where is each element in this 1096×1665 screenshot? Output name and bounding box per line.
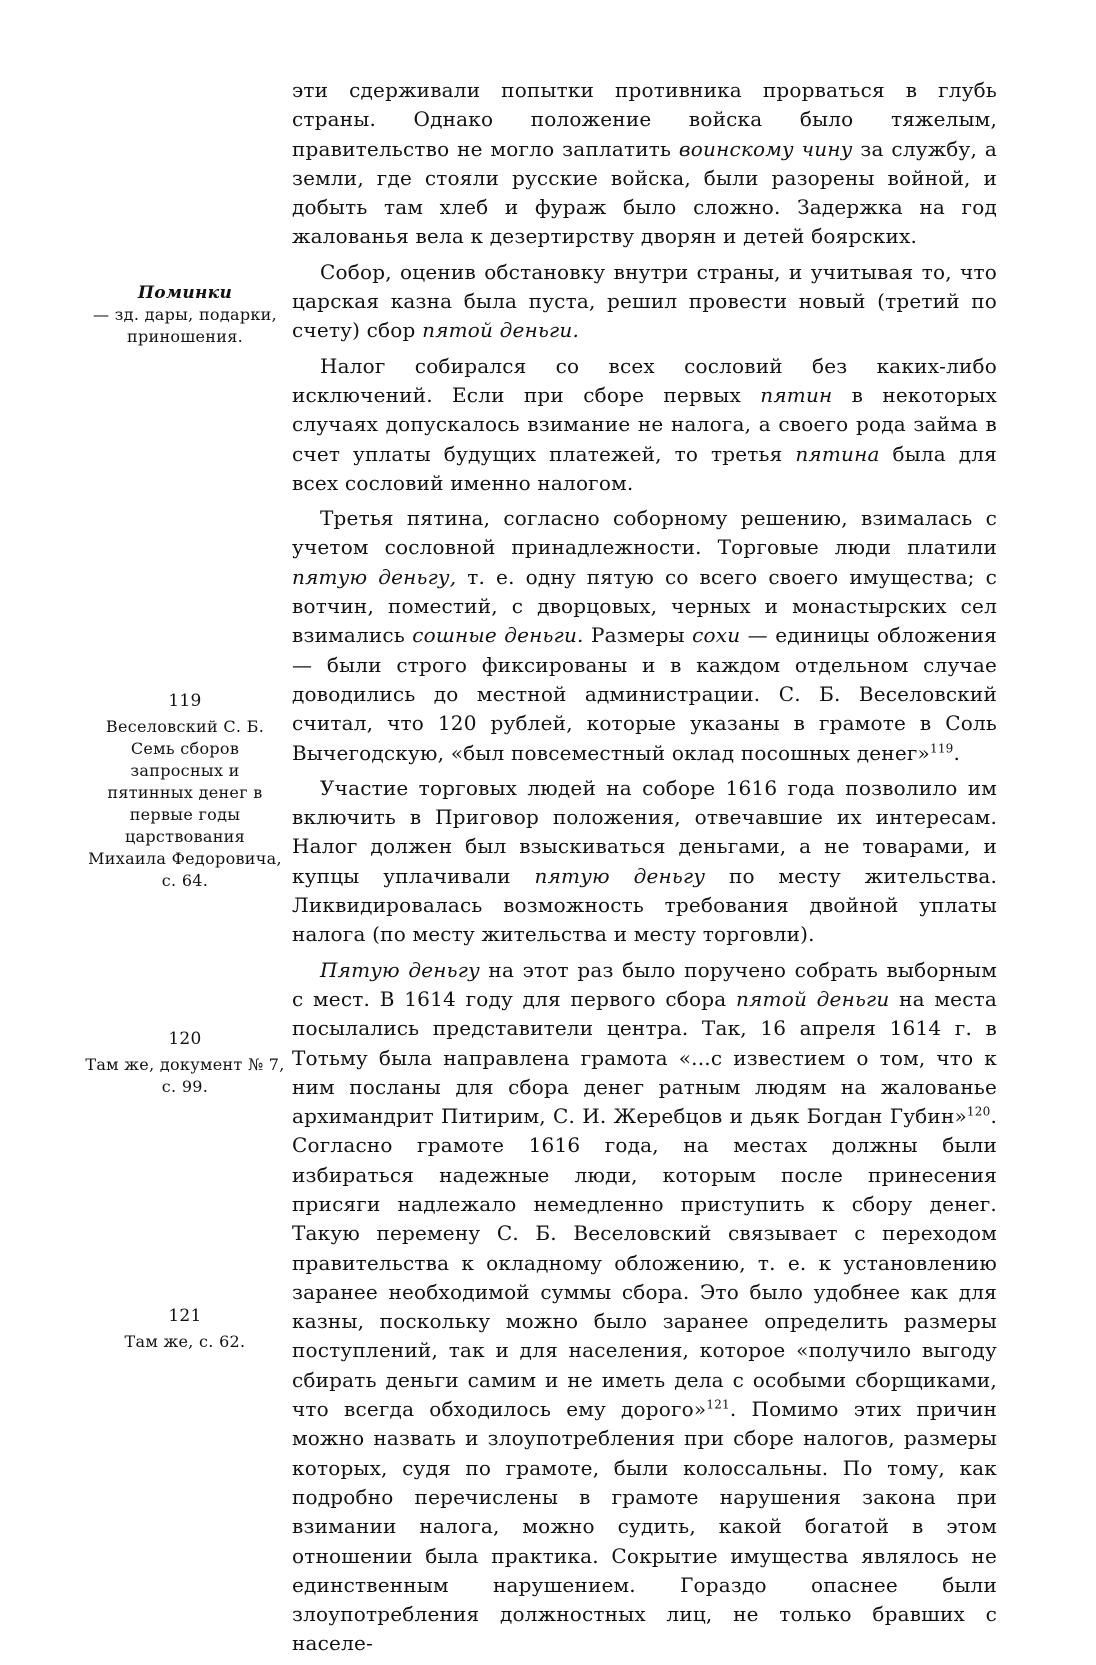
italic-term: Пятую деньгу (320, 957, 480, 982)
italic-term: воинскому чину (678, 136, 853, 161)
italic-term: сохи (692, 623, 741, 648)
footnote-text: Там же, документ № 7, с. 99. (85, 1055, 285, 1096)
paragraph-4 (292, 504, 997, 768)
text-run: на места посылались представители центра. Так, 16 апреля 1614 г. в Тотьму была направлена грамота «...с известием о том, что к ним посланы для сбора денег ратным людям на жалованье архимандрит Питирим, С. И. Жеребцов и дьяк Богдан Губин» (292, 986, 997, 1129)
margin-note-pominki (85, 282, 285, 348)
text-run: Размеры (590, 623, 685, 648)
text-run: Третья пятина, согласно соборному решению, взималась с учетом сословной принадлежности. Торговые люди платили (292, 506, 997, 560)
footnote-number: 120 (168, 1029, 202, 1049)
italic-term: пятина (795, 441, 880, 466)
text-run: т. е. одну пятую со всего своего имущества; с вотчин, поместий, с дворцовых, черных и монастырских сел взимались (292, 564, 997, 648)
footnote-text: Веселовский С. Б. Семь сборов запросных и пятинных денег в первые годы царствования Михаила Федоровича, с. 64. (88, 717, 282, 890)
footnote-ref-121[interactable]: 121 (706, 1397, 730, 1412)
italic-term: пятин (760, 382, 833, 407)
footnote-text: Там же, с. 62. (124, 1332, 246, 1351)
italic-term: пятой деньги. (422, 318, 579, 343)
text-run: была для всех сословий именно налогом. (292, 441, 997, 495)
paragraph-6 (292, 956, 997, 1659)
margin-note-term: Поминки (137, 283, 233, 303)
text-run: . Согласно грамоте 1616 года, на местах должны были избираться надежные люди, которым после принесения присяги надлежало немедленно приступить к сбору денег. Такую перемену С. Б. Веселовский связывает с переходом правительства к окладному обложению, т. е. к установлению заранее необходимой суммы сбора. Это было удобнее как для казны, поскольку можно было заранее определить размеры поступлений, так и для населения, которое «получило выгоду сбирать деньги самим и не иметь дела с особыми сборщиками, что всегда обходилось ему дорого» (292, 1104, 997, 1422)
footnote-number: 119 (168, 691, 202, 711)
italic-term: пятую деньгу (534, 863, 706, 888)
text-run: . Помимо этих причин можно назвать и злоупотребления при сборе налогов, размеры которых, судя по грамоте, были колоссальны. По тому, как подробно перечислены в грамоте нарушения закона при взимании налога, можно судить, какой богатой в этом отношении была практика. Сокрытие имущества являлось не единственным нарушением. Гораздо опаснее были злоупотребления должностных лиц, не только бравших с населе- (292, 1397, 998, 1656)
text-run: Налог собирался со всех сословий без каких-либо исключений. Если при сборе первых (292, 353, 997, 407)
paragraph-3 (292, 352, 997, 498)
text-run: за службу, а земли, где стояли русские войска, были разорены войной, и добыть там хлеб и фураж было сложно. Задержка на год жалованья вела к дезертирству дворян и детей боярских. (292, 136, 998, 249)
text-run: . (953, 740, 961, 765)
main-text-column (292, 76, 997, 1665)
footnote-119 (85, 690, 285, 892)
italic-term: сошные деньги. (412, 623, 584, 648)
footnote-121 (85, 1305, 285, 1353)
text-run: Собор, оценив обстановку внутри страны, и учитывая то, что царская казна была пуста, решил провести новый (третий по счету) сбор (292, 259, 997, 343)
text-run: по месту жительства. Ликвидировалась возможность требования двойной уплаты налога (по месту жительства и месту торговли). (292, 863, 998, 947)
paragraph-1 (292, 76, 997, 252)
footnote-120 (85, 1028, 285, 1098)
footnote-ref-120[interactable]: 120 (966, 1104, 991, 1119)
text-run: Участие торговых людей на соборе 1616 года позволило им включить в Приговор положения, отвечавшие их интересам. Налог должен был взыскиваться деньгами, а не товарами, и купцы уплачивали (292, 775, 997, 888)
italic-term: пятую деньгу, (292, 564, 457, 589)
footnote-ref-119[interactable]: 119 (930, 740, 954, 755)
paragraph-2 (292, 258, 997, 346)
text-run: — единицы обложения — были строго фиксированы и в каждом отдельном случае доводились до местной администрации. С. Б. Веселовский считал, что 120 рублей, которые указаны в грамоте в Соль Вычегодскую, «был повсеместный оклад посошных денег» (292, 623, 997, 765)
italic-term: пятой деньги (736, 986, 890, 1011)
text-run: эти сдерживали попытки противника прорваться в глубь страны. Однако положение войска было тяжелым, правительство не могло заплатить (292, 78, 997, 161)
margin-note-definition: — зд. дары, подарки, приношения. (92, 305, 278, 346)
paragraph-5 (292, 774, 997, 950)
text-run: в некоторых случаях допускалось взимание не налога, а своего рода займа в счет уплаты будущих платежей, то третья (292, 382, 997, 466)
text-run: на этот раз было поручено собрать выборным с мест. В 1614 году для первого сбора (292, 957, 997, 1011)
footnote-number: 121 (168, 1306, 202, 1326)
